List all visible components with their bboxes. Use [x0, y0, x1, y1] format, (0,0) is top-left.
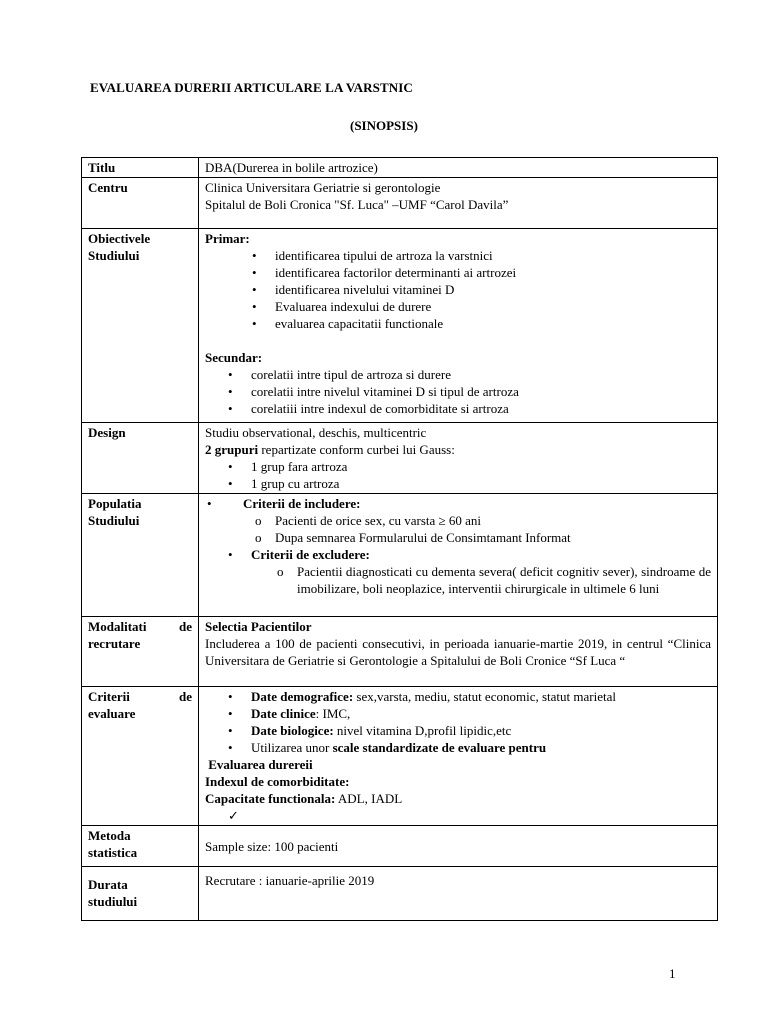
label-durata	[82, 867, 199, 921]
row-titlu	[82, 158, 718, 178]
row-obiective	[82, 229, 718, 423]
criterii-list	[205, 688, 711, 756]
label-populatia	[82, 494, 199, 617]
row-design	[82, 423, 718, 494]
list-item: o Pacientii diagnosticati cu dementa severa( deficit cognitiv sever), sindroame de imobilizare, boli neoplazice, interventii chirurgicale in ultimele 6 luni	[277, 564, 711, 596]
list-item: o Pacienti de orice sex, cu varsta ≥ 60 ani	[255, 513, 482, 528]
list-item: • Evaluarea indexului de durere	[205, 298, 711, 315]
value-obiective	[199, 229, 718, 423]
list-item: • corelatii intre nivelul vitaminei D si tipul de artroza	[205, 383, 711, 400]
secundar-heading: Secundar:	[205, 350, 263, 365]
row-modalitati	[82, 617, 718, 687]
excludere-list	[205, 563, 711, 597]
list-item: • Utilizarea unor scale standardizate de evaluare pentru	[205, 739, 711, 756]
label-modalitati-word: Modalitati	[88, 619, 147, 634]
value-metoda: Sample size: 100 pacienti	[199, 826, 718, 867]
label-criterii-de: de	[179, 689, 192, 704]
value-centru	[199, 178, 718, 229]
list-item: • evaluarea capacitatii functionale	[205, 315, 711, 332]
list-item: o Dupa semnarea Formularului de Consimtamant Informat	[255, 530, 571, 545]
list-item: • Date clinice: IMC,	[205, 705, 711, 722]
centru-line-2: Spitalul de Boli Cronica "Sf. Luca" –UMF “Carol Davila”	[205, 197, 509, 212]
value-criterii	[199, 687, 718, 826]
secundar-list	[205, 366, 711, 417]
label-durata-line-1: Durata	[88, 877, 128, 892]
document-title: EVALUAREA DURERII ARTICULARE LA VARSTNIC	[90, 80, 413, 95]
label-durata-line-2: studiului	[88, 894, 138, 909]
value-durata: Recrutare : ianuarie-aprilie 2019	[199, 867, 718, 921]
label-criterii-line-2: evaluare	[88, 706, 136, 721]
label-criterii	[82, 687, 199, 826]
label-populatia-line-2: Studiului	[88, 513, 140, 528]
design-groups-rest: repartizate conform curbei lui Gauss:	[258, 442, 455, 457]
synopsis-table	[81, 157, 718, 921]
selectia-text: Includerea a 100 de pacienti consecutivi, in perioada ianuarie-martie 2019, in centrul “Clinica Universitara de Geriatrie si Gerontologie a Spitalului de Boli Cronice “Sf Luca “	[205, 636, 711, 668]
list-item: • 1 grup fara artroza	[205, 458, 711, 475]
row-populatia	[82, 494, 718, 617]
list-item: • Date biologice: nivel vitamina D,profil lipidic,etc	[205, 722, 711, 739]
label-modalitati	[82, 617, 199, 687]
row-durata	[82, 867, 718, 921]
includere-heading: Criterii de includere:	[243, 496, 361, 511]
list-marker: o	[255, 530, 262, 545]
label-obiective-line-2: Studiului	[88, 248, 140, 263]
label-design: Design	[82, 423, 199, 494]
label-obiective	[82, 229, 199, 423]
label-titlu: Titlu	[82, 158, 199, 178]
value-design	[199, 423, 718, 494]
includere-heading-row: • Criterii de includere:	[207, 496, 361, 511]
list-item: • corelatii intre tipul de artroza si durere	[205, 366, 711, 383]
selectia-heading: Selectia Pacientilor	[205, 619, 312, 634]
list-item: • identificarea nivelului vitaminei D	[205, 281, 711, 298]
includere-list	[205, 512, 711, 546]
value-titlu: DBA(Durerea in bolile artrozice)	[199, 158, 718, 178]
label-criterii-word: Criterii	[88, 689, 130, 704]
design-list	[205, 458, 711, 492]
value-populatia	[199, 494, 718, 617]
centru-line-1: Clinica Universitara Geriatrie si gerontologie	[205, 180, 441, 195]
row-centru	[82, 178, 718, 229]
row-metoda	[82, 826, 718, 867]
indexul-comorbiditate: Indexul de comorbiditate:	[205, 774, 350, 789]
excludere-heading-row: • Criterii de excludere:	[228, 547, 370, 562]
capacitate-functionala: Capacitate functionala: ADL, IADL	[205, 791, 403, 806]
row-criterii	[82, 687, 718, 826]
label-metoda	[82, 826, 199, 867]
page-number: 1	[669, 966, 676, 981]
check-icon: ✓	[228, 808, 239, 823]
list-marker: o	[277, 564, 284, 579]
label-metoda-line-1: Metoda	[88, 828, 131, 843]
excludere-heading: Criterii de excludere:	[251, 547, 370, 562]
list-item: • Date demografice: sex,varsta, mediu, statut economic, statut marietal	[205, 688, 711, 705]
design-line-1: Studiu observational, deschis, multicentric	[205, 425, 427, 440]
label-modalitati-line-2: recrutare	[88, 636, 141, 651]
design-line-2	[205, 441, 711, 458]
value-modalitati	[199, 617, 718, 687]
label-obiective-line-1: Obiectivele	[88, 231, 151, 246]
list-item: • identificarea factorilor determinanti ai artrozei	[205, 264, 711, 281]
design-groups-bold: 2 grupuri	[205, 442, 259, 457]
list-item: • corelatiii intre indexul de comorbiditate si artroza	[205, 400, 711, 417]
label-modalitati-de: de	[179, 619, 192, 634]
label-populatia-line-1: Populatia	[88, 496, 142, 511]
list-marker: o	[255, 513, 262, 528]
list-item: • identificarea tipului de artroza la varstnici	[205, 247, 711, 264]
label-metoda-line-2: statistica	[88, 845, 138, 860]
evaluarea-durerii: Evaluarea durereii	[205, 757, 313, 772]
primar-list	[205, 247, 711, 332]
label-centru: Centru	[82, 178, 199, 229]
document-subtitle: (SINOPSIS)	[350, 118, 418, 133]
list-item: • 1 grup cu artroza	[205, 475, 711, 492]
primar-heading: Primar:	[205, 231, 250, 246]
